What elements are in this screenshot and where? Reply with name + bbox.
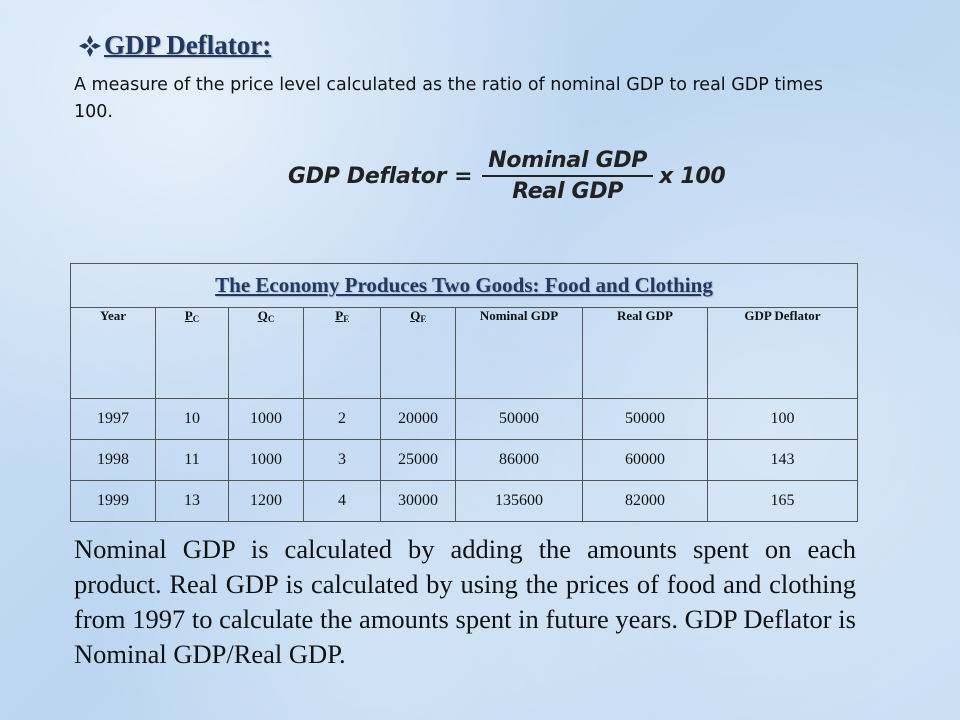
cell-pc: 11 bbox=[156, 440, 229, 481]
col-header-real-gdp: Real GDP bbox=[583, 308, 708, 399]
cell-pf: 3 bbox=[304, 440, 381, 481]
cell-nominal-gdp: 86000 bbox=[456, 440, 583, 481]
cell-pc: 10 bbox=[156, 399, 229, 440]
diamond-bullet-icon bbox=[78, 34, 102, 58]
cell-gdp-deflator: 165 bbox=[708, 481, 858, 522]
table-row bbox=[71, 440, 858, 481]
cell-year: 1999 bbox=[71, 481, 156, 522]
col-header-gdp-deflator: GDP Deflator bbox=[708, 308, 858, 399]
col-header-qc: $Q_C$ bbox=[229, 308, 304, 399]
heading-row bbox=[78, 30, 271, 61]
summary-paragraph: Nominal GDP is calculated by adding the amounts spent on each product. Real GDP is calculated by using the prices of food and clothing from 1997 to calculate the amounts spent in future years. GDP Deflator is Nominal GDP/Real GDP. bbox=[74, 534, 856, 669]
cell-pf: 2 bbox=[304, 399, 381, 440]
col-header-pc: $P_C$ bbox=[156, 308, 229, 399]
cell-pf: 4 bbox=[304, 481, 381, 522]
cell-qc: 1000 bbox=[229, 440, 304, 481]
cell-qf: 20000 bbox=[381, 399, 456, 440]
cell-year: 1997 bbox=[71, 399, 156, 440]
col-header-qf: $Q_F$ bbox=[381, 308, 456, 399]
col-header-nominal-gdp: Nominal GDP bbox=[456, 308, 583, 399]
cell-nominal-gdp: 50000 bbox=[456, 399, 583, 440]
cell-gdp-deflator: 100 bbox=[708, 399, 858, 440]
cell-year: 1998 bbox=[71, 440, 156, 481]
cell-gdp-deflator: 143 bbox=[708, 440, 858, 481]
page-title: GDP Deflator: bbox=[104, 30, 272, 60]
cell-qc: 1200 bbox=[229, 481, 304, 522]
formula-numerator: Nominal GDP bbox=[488, 148, 648, 173]
definition-text: A measure of the price level calculated as the ratio of nominal GDP to real GDP times 100. bbox=[74, 75, 824, 123]
table-row bbox=[71, 399, 858, 440]
cell-qc: 1000 bbox=[229, 399, 304, 440]
cell-qf: 30000 bbox=[381, 481, 456, 522]
cell-real-gdp: 60000 bbox=[583, 440, 708, 481]
gdp-deflator-formula bbox=[288, 143, 725, 209]
cell-pc: 13 bbox=[156, 481, 229, 522]
table-title-cell bbox=[71, 264, 858, 308]
table-row bbox=[71, 481, 858, 522]
formula-equals: = bbox=[454, 163, 473, 189]
formula-fraction bbox=[482, 148, 653, 204]
table-header-row bbox=[71, 308, 858, 399]
cell-real-gdp: 50000 bbox=[583, 399, 708, 440]
col-header-year: Year bbox=[71, 308, 156, 399]
formula-denominator: Real GDP bbox=[512, 179, 624, 204]
col-header-pf: $P_F$ bbox=[304, 308, 381, 399]
cell-real-gdp: 82000 bbox=[583, 481, 708, 522]
table-title: The Economy Produces Two Goods: Food and Clothing bbox=[215, 273, 713, 297]
economy-table bbox=[70, 263, 858, 522]
cell-nominal-gdp: 135600 bbox=[456, 481, 583, 522]
cell-qf: 25000 bbox=[381, 440, 456, 481]
formula-lhs: GDP Deflator bbox=[288, 163, 447, 189]
formula-multiplier: x 100 bbox=[659, 163, 726, 189]
